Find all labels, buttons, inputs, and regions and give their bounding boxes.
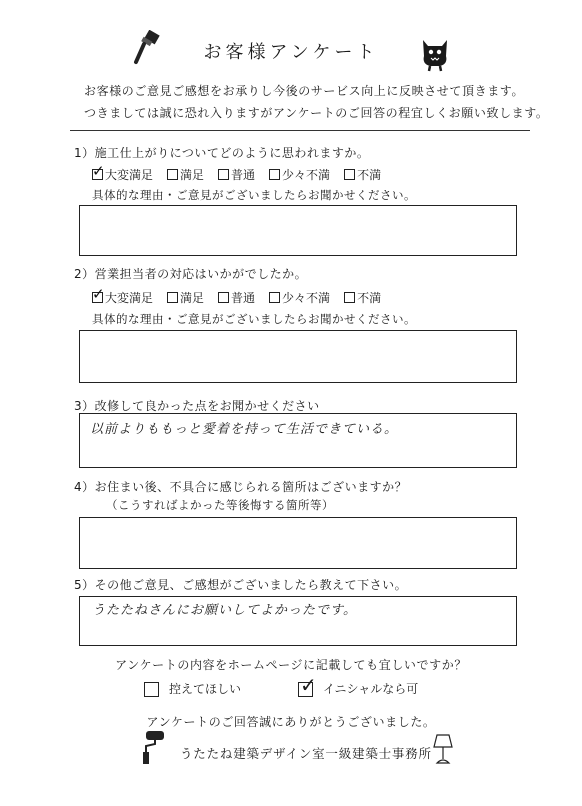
q1-option-satisfied[interactable]: 満足	[167, 166, 204, 183]
checkbox[interactable]	[344, 292, 355, 303]
q2-option-satisfied[interactable]: 満足	[167, 289, 204, 306]
check-mark-icon: ✓	[92, 285, 105, 303]
q3-answer-box[interactable]	[79, 413, 517, 468]
q2-detail-prompt: 具体的な理由・ご意見がございましたらお聞かせください。	[92, 312, 416, 326]
company-name: うたたね建築デザイン室一級建築士事務所	[180, 746, 432, 761]
check-mark-icon: ✓	[300, 673, 317, 697]
q2-option-slightly-dissatisfied[interactable]: 少々不満	[269, 289, 330, 306]
checkbox[interactable]	[167, 169, 178, 180]
checkbox[interactable]	[144, 682, 159, 697]
q5-question: 5）その他ご意見、ご感想がございましたら教えて下さい。	[74, 578, 408, 592]
thanks-message: アンケートのご回答誠にありがとうございました。	[146, 715, 436, 729]
q1-detail-prompt: 具体的な理由・ご意見がございましたらお聞かせください。	[92, 188, 416, 202]
checkbox[interactable]	[218, 169, 229, 180]
homepage-question: アンケートの内容をホームページに記載しても宜しいですか？	[115, 658, 467, 672]
checkbox[interactable]	[298, 673, 317, 697]
q4-question: 4）お住まい後、不具合に感じられる箇所はございますか？	[74, 480, 408, 494]
intro-line-2: つきましては誠に恐れ入りますがアンケートのご回答の程宜しくお願い致します。	[84, 106, 549, 120]
q4-note: （こうすればよかった等後悔する箇所等）	[106, 498, 334, 512]
checkbox[interactable]	[167, 292, 178, 303]
q2-options	[92, 285, 382, 306]
q1-option-dissatisfied[interactable]: 不満	[344, 166, 381, 183]
paint-roller-icon	[138, 728, 168, 768]
table-lamp-icon	[432, 733, 454, 767]
checkbox[interactable]	[344, 169, 355, 180]
q5-answer-text: うたたねさんにお願いしてよかったです。	[92, 603, 357, 618]
q4-answer-box[interactable]	[79, 517, 517, 569]
q2-question: 2）営業担当者の対応はいかがでしたか。	[74, 267, 308, 281]
q1-answer-box[interactable]	[79, 205, 517, 256]
check-mark-icon: ✓	[92, 162, 105, 180]
q1-option-normal[interactable]: 普通	[218, 166, 255, 183]
q5-answer-box[interactable]	[79, 596, 517, 646]
black-cat-icon	[418, 34, 452, 72]
q3-answer-text: 以前よりももっと愛着を持って生活できている。	[90, 422, 399, 437]
homepage-option-no[interactable]: 控えてほしい	[144, 680, 241, 697]
checkbox[interactable]	[269, 169, 280, 180]
checkbox[interactable]	[92, 285, 105, 303]
q2-option-very-satisfied[interactable]: ✓ 大変満足	[92, 285, 154, 305]
q2-answer-box[interactable]	[79, 330, 517, 383]
homepage-option-yes[interactable]: ✓ イニシャルなら可	[300, 673, 419, 697]
q2-option-dissatisfied[interactable]: 不満	[344, 289, 381, 306]
q3-question: 3）改修して良かった点をお聞かせください	[74, 399, 320, 413]
q1-option-very-satisfied[interactable]: ✓ 大変満足	[92, 162, 154, 182]
q1-option-slightly-dissatisfied[interactable]: 少々不満	[269, 166, 330, 183]
intro-line-1: お客様のご意見ご感想をお承りし今後のサービス向上に反映させて頂きます。	[84, 84, 525, 98]
divider	[70, 130, 530, 131]
q2-option-normal[interactable]: 普通	[218, 289, 255, 306]
q1-options	[92, 162, 382, 183]
page-title: お客様アンケート	[203, 42, 379, 63]
checkbox[interactable]	[218, 292, 229, 303]
checkbox[interactable]	[92, 162, 105, 180]
checkbox[interactable]	[269, 292, 280, 303]
q1-question: 1）施工仕上がりについてどのように思われますか。	[74, 146, 370, 160]
